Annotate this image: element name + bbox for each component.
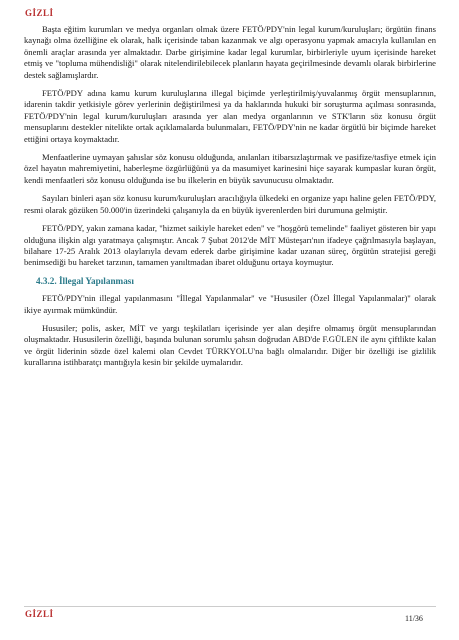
- paragraph: FETÖ/PDY'nin illegal yapılanmasını "İllegal Yapılanmalar" ve "Hususiler (Özel İllegal Yapılanmalar)" olarak ikiye ayırmak mümkündür.: [24, 293, 436, 315]
- paragraph: Sayıları binleri aşan söz konusu kurum/kuruluşları aracılığıyla ülkedeki en organize yapı haline gelen FETÖ/PDY, resmi olarak gözüken 50.000'in üzerindeki çalışanıyla da en büyük işverenlerden biri durumuna gelmiştir.: [24, 193, 436, 215]
- page-number: 11/36: [405, 614, 423, 623]
- paragraph: Başta eğitim kurumları ve medya organları olmak üzere FETÖ/PDY'nin legal kurum/kuruluşları; örgütün finans kaynağı olma özelliğine ek olarak, halk içerisinde taban kazanmak ve algı operasyonu yapmak amacıyla kullanılan en önemli araçlar arasında yer almaktadır. Darbe girişimine kadar legal kurumlar, birbirleriyle uyum içerisinde hareket etmiş ve "topluma mühendisliği" olarak nitelendirilebilecek planların hayata geçirilmesinde devamlı olarak birbirlerine destek sağlamışlardır.: [24, 24, 436, 80]
- section-heading: 4.3.2. İllegal Yapılanması: [36, 275, 134, 286]
- classification-stamp-top: GİZLİ: [25, 8, 54, 18]
- document-body: [24, 24, 436, 376]
- paragraph: FETÖ/PDY, yakın zamana kadar, "hizmet saikiyle hareket eden" ve "hoşgörü temelinde" faaliyet gösteren bir yapı olduğuna ilişkin algı yaratmaya çalışmıştır. Ancak 7 Şubat 2012'de MİT Müsteşarı'nın ifadeye çağrılmasıyla başlayan, bilahare 17-25 Aralık 2013 olaylarıyla devam ederek darbe girişimine kadar uzanan süreç, örgütün stratejisi gereği benimsediği bu hareket tarzının, tamamen yanıltmadan ibaret olduğunu ortaya koymuştur.: [24, 223, 436, 268]
- paragraph: Menfaatlerine uymayan şahıslar söz konusu olduğunda, anılanları itibarsızlaştırmak ve pasifize/tasfiye etmek için özel hayatın mahremiyetini, haberleşme özgürlüğünü ya da masumiyet karinesini hiçe sayarak kumpaslar kuran örgüt, kendi menfaatleri söz konusu olduğunda ise bu ilkelerin en büyük savunucusu olmaktadır.: [24, 152, 436, 185]
- paragraph: FETÖ/PDY adına kamu kurum kuruluşlarına illegal biçimde yerleştirilmiş/yuvalanmış örgüt mensuplarının, idarenin takdir yetkisiyle görev yerlerinin değiştirilmesi ya da haklarında hukuki bir soruşturma açılması sonrasında, FETÖ/PDY'nin legal kurum/kuruluşları arasında yer alan medya organlarının ve STK'ların söz konusu örgüt mensuplarını destekler nitelikte ortak açıklamalarda bulunmaları, FETÖ/PDY'nin ne kadar örgütlü bir biçimde hareket ettiğini ortaya koymaktadır.: [24, 88, 436, 144]
- classification-stamp-bottom: GİZLİ: [25, 609, 54, 619]
- footer-divider: [24, 606, 436, 607]
- paragraph: Hususiler; polis, asker, MİT ve yargı teşkilatları içerisinde yer alan deşifre olmamış örgüt mensuplarından oluşmaktadır. Hususilerin özelliği, başında bulunan sorumlu şahsın doğrudan ABD'de F.GÜLEN ile aynı çiftlikte kalan ve örgüt liderinin sözde özel kalemi olan Cevdet TÜRKYOLU'na bağlı olmalarıdır. Diğer bir özelliği ise gizlilik kurallarına istihbaratçı mantığıyla kesin bir şekilde uymalarıdır.: [24, 322, 436, 368]
